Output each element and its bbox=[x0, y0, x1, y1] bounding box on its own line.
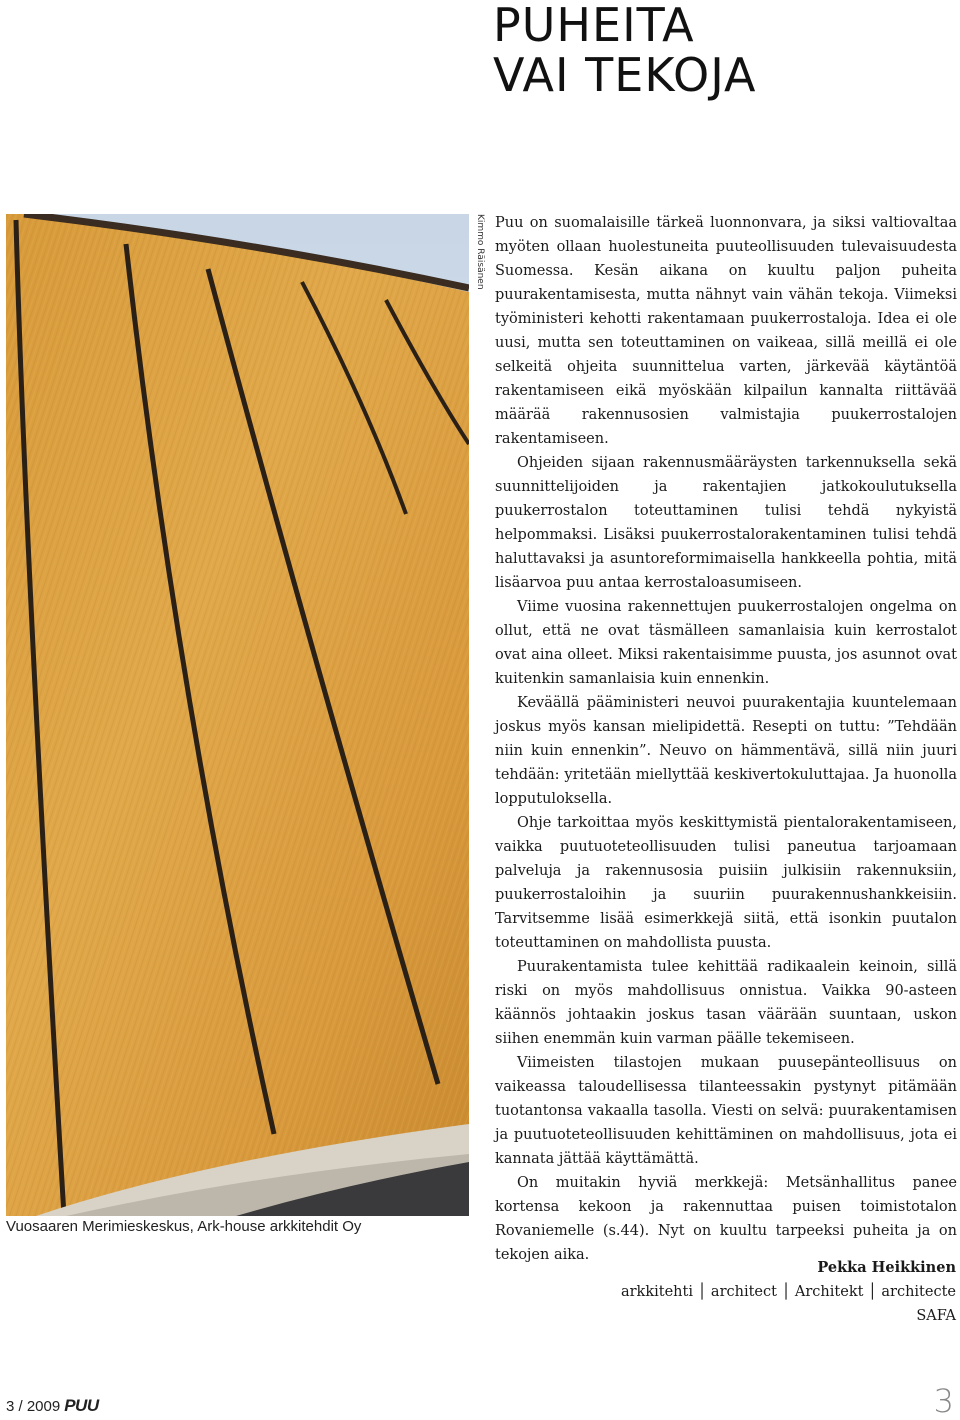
title-line-2: VAI TEKOJA bbox=[493, 48, 757, 102]
photo-caption: Vuosaaren Merimieskeskus, Ark-house arkkitehdit Oy bbox=[6, 1218, 362, 1235]
wooden-facade-photo bbox=[6, 214, 469, 1216]
photo-credit: Kimmo Räisänen bbox=[475, 214, 485, 290]
article-paragraph: Ohjeiden sijaan rakennusmääräysten tarkennuksella sekä suunnittelijoiden ja rakentajien jatkokoulutuksella puukerrostalon toteuttaminen tulisi tehdä nykyistä helpommaksi. Lisäksi puukerrostalorakentaminen tulisi tehdä haluttavaksi ja asuntoreformimaisella hankkeella pohtia, mitä lisäarvoa puu antaa kerrostaloasumiseen. bbox=[495, 455, 957, 591]
article-paragraph: Keväällä pääministeri neuvoi puurakentajia kuuntelemaan joskus myös kansan mielipidettä. Resepti on tuttu: ”Tehdään niin kuin ennenkin”. Neuvo on hämmentävä, sillä niin juuri tehdään: yritetään miellyttää keskivertokuluttajaa. Ja huonolla lopputuloksella. bbox=[495, 695, 957, 807]
magazine-logo: PUU bbox=[64, 1396, 99, 1415]
article-paragraph: Puu on suomalaisille tärkeä luonnonvara, ja siksi valtiovaltaa myöten ollaan huolestuneita puuteollisuuden tulevaisuudesta Suomessa. Kesän aikana on kuultu paljon puheita puurakentamisesta, mutta nähnyt vain vähän tekoja. Viimeksi työministeri kehotti rakentamaan puukerrostaloja. Idea ei ole uusi, mutta sen toteuttaminen on vaikeaa, sillä meillä ei ole selkeitä ohjeita suunnittelua varten, järkevää käytäntöä rakentamiseen eikä myöskään kilpailun kannalta riittävää määrää rakennusosien valmistajia puukerrostalojen rakentamiseen. bbox=[495, 215, 957, 447]
article-paragraph: Viimeisten tilastojen mukaan puusepänteollisuus on vaikeassa taloudellisessa tilanteessakin pystynyt pitämään tuotantonsa vakaalla tasolla. Viesti on selvä: puurakentamisen ja puutuoteteollisuuden kehittäminen on mahdollisuus, jota ei kannata jättää käyttämättä. bbox=[495, 1055, 957, 1167]
article-paragraph: Ohje tarkoittaa myös keskittymistä pientalorakentamiseen, vaikka puutuoteteollisuuden tulisi paneutua tarjoamaan palveluja ja rakennusosia puisiin julkisiin rakennuksiin, puukerrostaloihin ja suuriin puurakennushankkeisiin. Tarvitsemme lisää esimerkkejä siitä, että isonkin puutalon toteuttaminen on mahdollista puusta. bbox=[495, 815, 957, 951]
article-paragraph: On muitakin hyviä merkkejä: Metsänhallitus panee kortensa kekoon ja rakennuttaa puisen toimistotalon Rovaniemelle (s.44). Nyt on kuultu tarpeeksi puheita ja on tekojen aika. bbox=[495, 1175, 957, 1263]
author-organization: SAFA bbox=[916, 1308, 956, 1324]
issue-number: 3 / 2009 bbox=[6, 1398, 61, 1415]
author-titles: arkkitehti │ architect │ Architekt │ architecte bbox=[620, 1284, 956, 1300]
page-number: 3 bbox=[933, 1382, 954, 1420]
article-paragraph: Puurakentamista tulee kehittää radikaalein keinoin, sillä riski on myös mahdollisuus onnistua. Vaikka 90-asteen käännös johtaakin joskus tasan väärään suuntaan, uskon siihen enemmän kuin varman päälle tekemiseen. bbox=[495, 959, 957, 1047]
article-body bbox=[495, 211, 957, 1267]
title-line-1: PUHEITA bbox=[493, 0, 695, 52]
article-paragraph: Viime vuosina rakennettujen puukerrostalojen ongelma on ollut, että ne ovat täsmälleen samanlaisia kuin kerrostalot ovat aina olleet. Miksi rakentaisimme puusta, jos asunnot ovat kuitenkin samanlaisia kuin ennenkin. bbox=[495, 599, 957, 687]
author-signature bbox=[496, 1256, 956, 1328]
issue-footer bbox=[6, 1396, 99, 1416]
author-name: Pekka Heikkinen bbox=[817, 1259, 956, 1276]
page-title bbox=[493, 0, 953, 100]
